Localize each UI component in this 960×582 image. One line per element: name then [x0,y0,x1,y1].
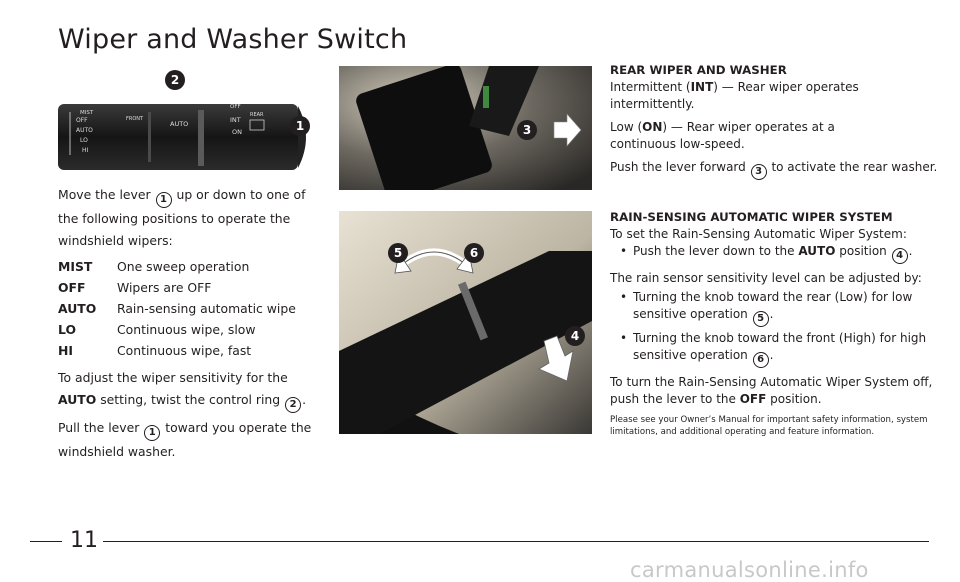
watermark: carmanualsonline.info [630,558,869,582]
rear-int-paragraph [610,79,940,113]
callout-3-rear-photo: 3 [517,120,537,140]
bullet2-text: Turning the knob toward the rear (Low) for low sensitive operation [633,290,913,321]
adjust-bold: AUTO [58,392,97,407]
position-desc: Continuous wipe, slow [117,322,256,337]
stalk-label-off-right: OFF [230,104,241,110]
sensitivity-paragraph [58,367,326,413]
pull-text-a: Pull the lever [58,420,140,435]
position-row [58,340,326,361]
callout-ref-1: 1 [156,192,172,208]
intro-text-a: Move the lever [58,187,151,202]
fine-print: Please see your Owner’s Manual for important safety information, system limitations, and additional operating and feature information. [610,415,928,437]
adjust-end: . [302,392,307,407]
rain-adjust-intro: The rain sensor sensitivity level can be adjusted by: [610,271,922,285]
callout-ref-4: 4 [892,248,908,264]
adjust-text-b: setting, twist the control ring [100,392,281,407]
bullet1-text-b: position [839,244,887,258]
left-column [58,184,326,467]
position-key: OFF [58,280,86,295]
rain-off-paragraph [610,374,940,408]
rear-low-b: ) — Rear wiper operates at a continuous low-speed. [610,120,835,151]
position-desc: Continuous wipe, fast [117,343,252,358]
rear-wiper-section [610,62,940,186]
rain-sensing-heading: RAIN-SENSING AUTOMATIC WIPER SYSTEM [610,210,893,224]
rear-wiper-heading: REAR WIPER AND WASHER [610,63,787,77]
washer-paragraph [58,417,326,463]
rain-sensing-knob-photo [339,211,592,434]
rear-push-b: to activate the rear washer. [771,160,938,174]
callout-1-stalk: 1 [290,116,310,136]
position-key: AUTO [58,301,97,316]
wiper-stalk-photo [58,100,312,174]
footer-rule-right [103,541,929,542]
position-key: LO [58,322,76,337]
rain-off-bold: OFF [739,392,767,406]
position-desc: One sweep operation [117,259,250,274]
callout-ref-5: 5 [753,311,769,327]
bullet-item: • Push the lever down to the AUTO position 4 . [610,243,940,264]
stalk-label-lo: LO [80,137,88,144]
rear-int-a: Intermittent ( [610,80,691,94]
rear-push-paragraph [610,159,940,180]
position-desc: Wipers are OFF [117,280,212,295]
stalk-label-int: INT [230,116,241,124]
stalk-label-off: OFF [76,117,88,124]
bullet1-bold: AUTO [798,244,836,258]
position-row [58,277,326,298]
callout-ref-3: 3 [751,164,767,180]
callout-ref-2: 2 [285,397,301,413]
callout-ref-6: 6 [753,352,769,368]
callout-ref-1b: 1 [144,425,160,441]
footer-rule-left [30,541,62,542]
bullet-item: • Turning the knob toward the rear (Low) for low sensitive operation 5 . [610,289,940,327]
bullet-item: • Turning the knob toward the front (High) for high sensitive operation 6 . [610,330,940,368]
rear-low-bold: ON [642,120,663,134]
rear-low-paragraph [610,119,850,153]
position-row [58,256,326,277]
rain-off-a: To turn the Rain-Sensing Automatic Wiper System off, push the lever to the [610,375,933,406]
rear-int-bold: INT [690,80,714,94]
stalk-label-auto-center: AUTO [170,120,189,128]
page-title: Wiper and Washer Switch [58,24,408,55]
stalk-label-front: FRONT [126,116,144,122]
stalk-label-auto-ring: AUTO [76,127,93,134]
stalk-label-rear: REAR [250,112,264,118]
page-number: 11 [70,528,98,553]
position-desc: Rain-sensing automatic wipe [117,301,296,316]
bullet1-text-a: Push the lever down to the [633,244,795,258]
callout-5-knob: 5 [388,243,408,263]
bullet1-end: . [908,244,913,258]
callout-4-knob: 4 [565,326,585,346]
position-key: HI [58,343,73,358]
rain-set-intro: To set the Rain-Sensing Automatic Wiper System: [610,227,907,241]
rear-low-a: Low ( [610,120,643,134]
stalk-label-on: ON [232,128,242,136]
rear-int-b: ) — Rear wiper operates intermittently. [610,80,859,111]
position-key: MIST [58,259,93,274]
rear-push-a: Push the lever forward [610,160,746,174]
position-row [58,298,326,319]
stalk-label-hi: HI [82,147,89,154]
adjust-text-a: To adjust the wiper sensitivity for the [58,370,288,385]
intro-paragraph [58,184,326,252]
bullet3-text: Turning the knob toward the front (High) for high sensitive operation [633,331,927,362]
rear-washer-photo [339,66,592,190]
positions-table [58,256,326,361]
callout-6-knob: 6 [464,243,484,263]
intro-text-b: up or down to one of the following positions to operate the windshield wipers: [58,187,306,248]
position-row [58,319,326,340]
pull-text-b: toward you operate the windshield washer. [58,420,312,459]
callout-2-stalk: 2 [165,70,185,90]
stalk-label-mist: MIST [80,110,94,116]
rain-off-b: position. [770,392,822,406]
rain-sensing-section [610,209,940,438]
